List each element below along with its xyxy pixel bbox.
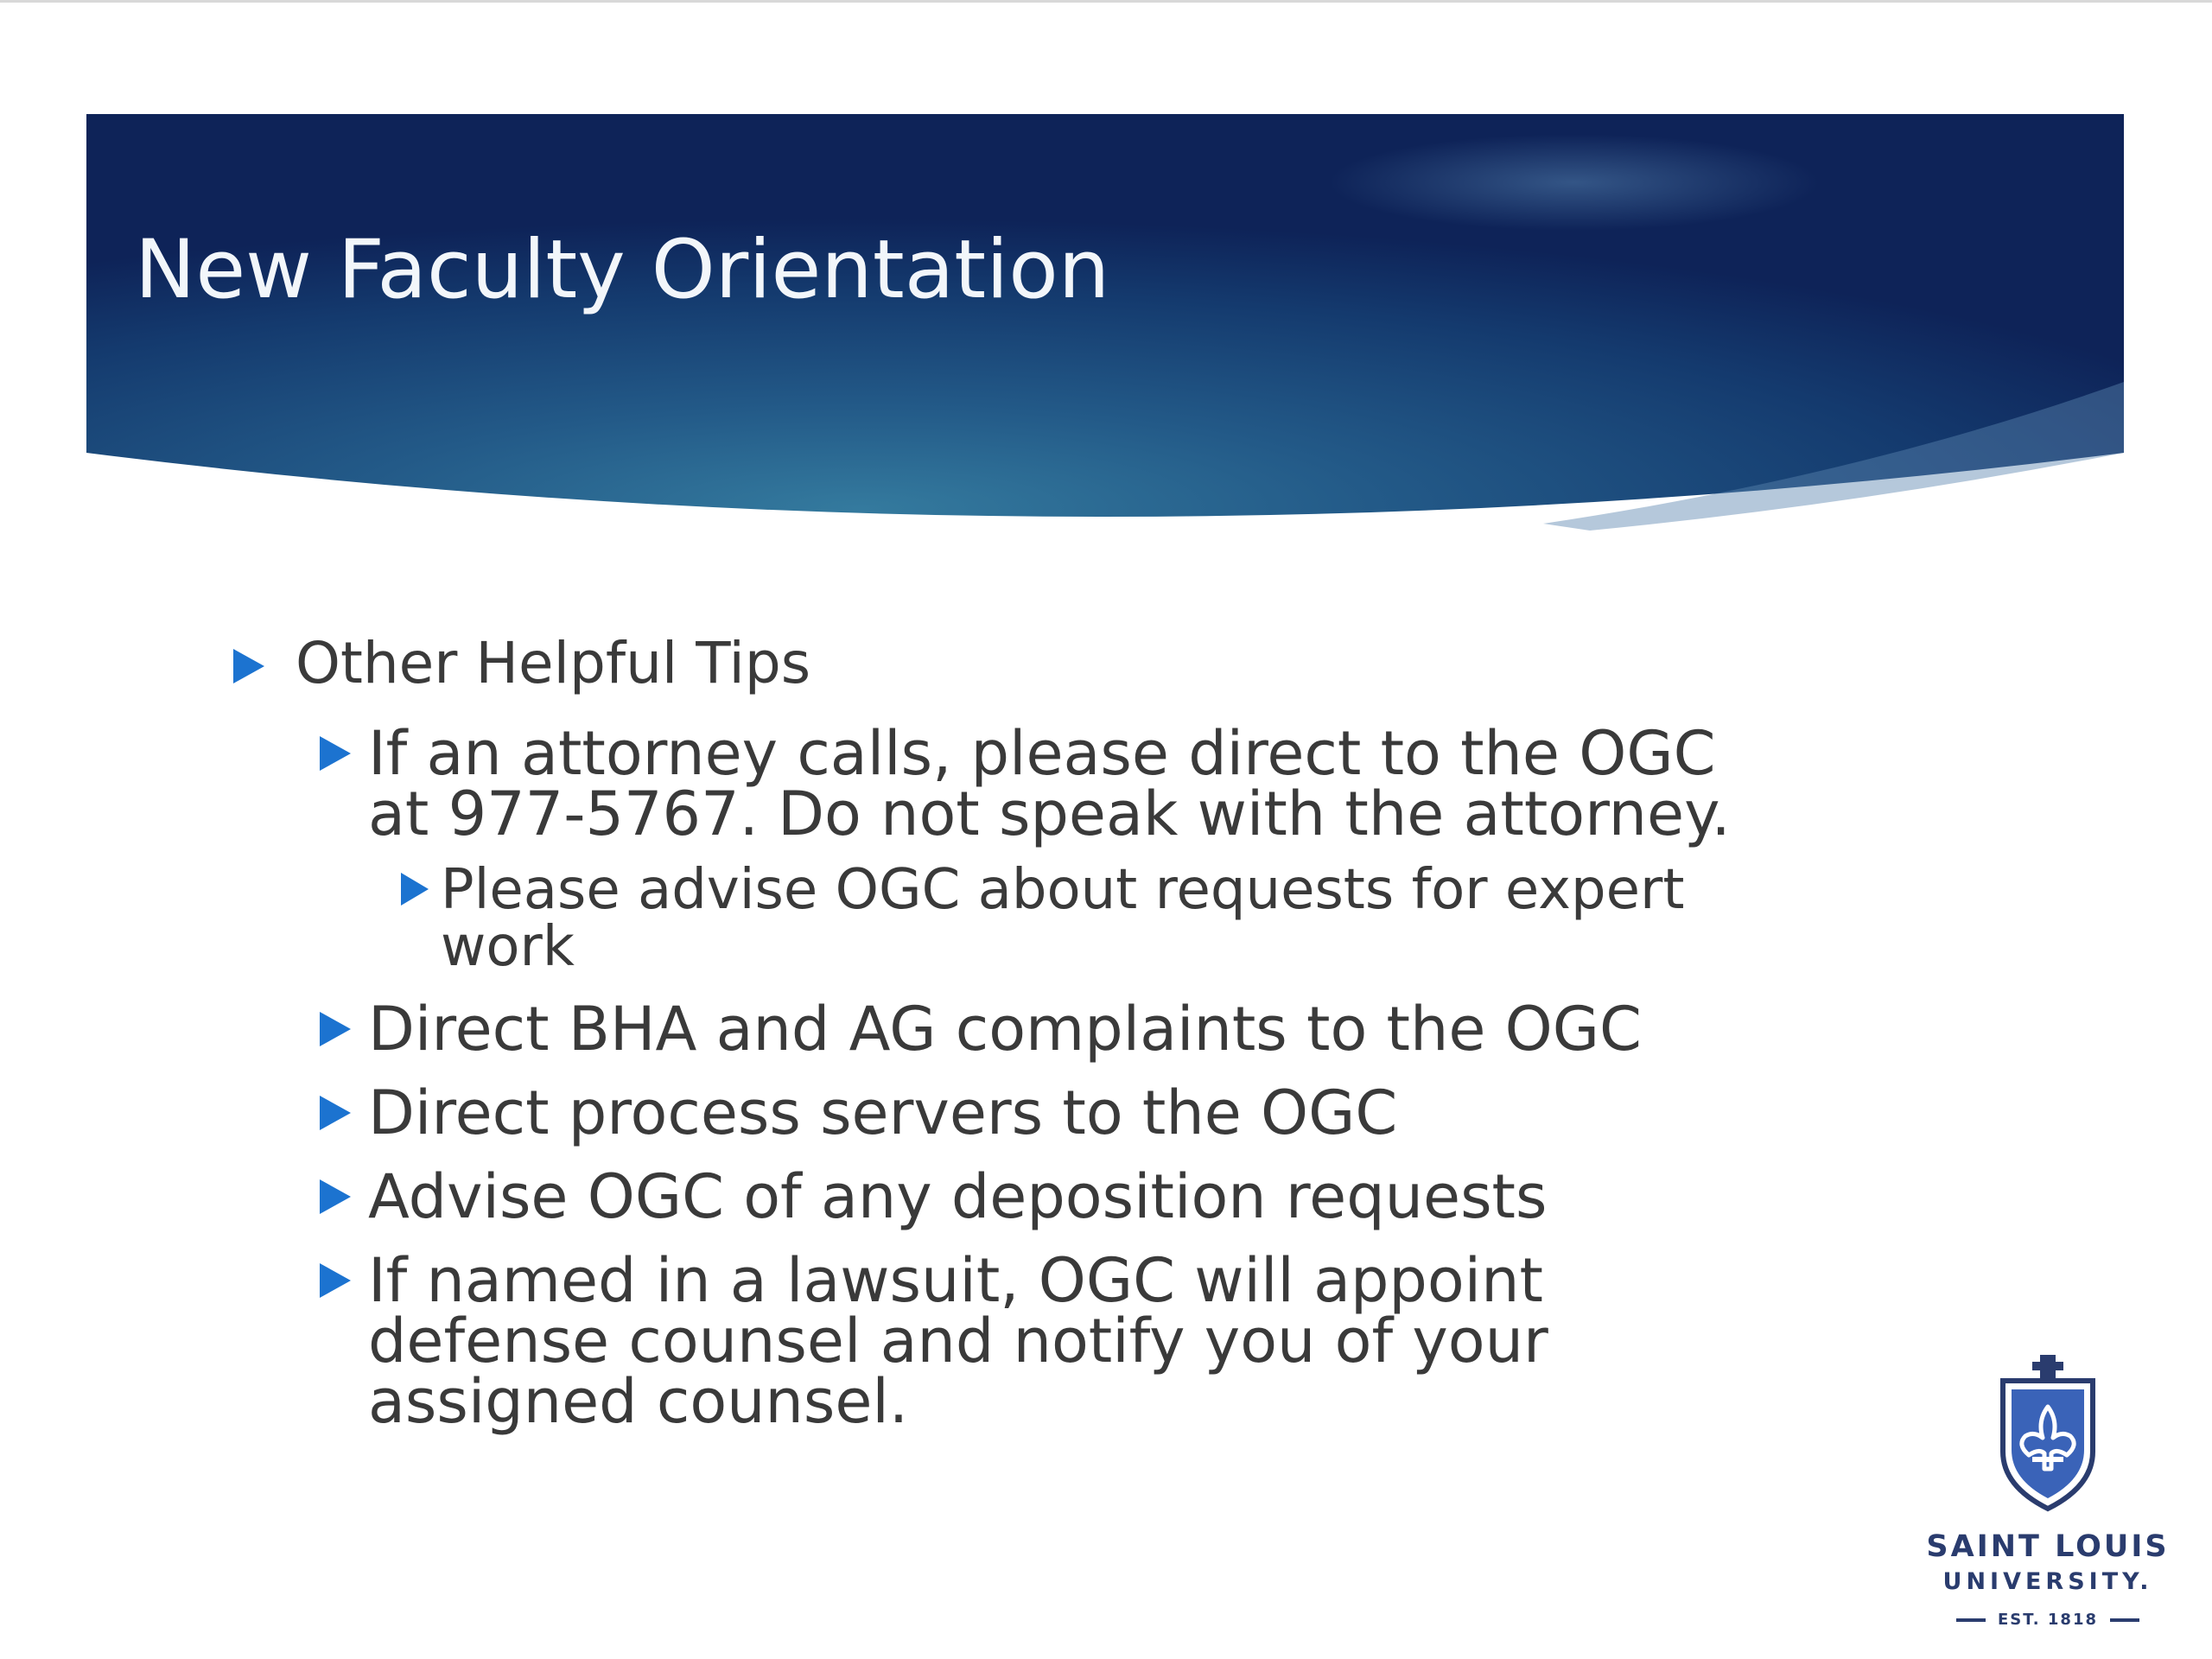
university-logo bbox=[1918, 1348, 2177, 1642]
list-item-line: Direct process servers to the OGC bbox=[368, 1077, 1398, 1148]
logo-name-line1: SAINT LOUIS bbox=[1926, 1529, 2170, 1564]
bullet-arrow-icon bbox=[320, 1012, 351, 1046]
bullet-arrow-icon bbox=[320, 1263, 351, 1298]
dash-icon bbox=[2110, 1618, 2139, 1622]
list-item-line: defense counsel and notify you of your bbox=[368, 1306, 1548, 1376]
sub-list-item-line: work bbox=[441, 915, 575, 979]
list-item-line: If named in a lawsuit, OGC will appoint bbox=[368, 1245, 1543, 1316]
bullet-arrow-icon bbox=[233, 649, 264, 683]
dash-icon bbox=[1956, 1618, 1986, 1622]
list-item-line: If an attorney calls, please direct to the OGC bbox=[368, 718, 1716, 789]
logo-name-line2: UNIVERSITY. bbox=[1942, 1568, 2153, 1595]
list-item-line: at 977-5767. Do not speak with the attorney. bbox=[368, 779, 1731, 849]
sub-list-item-line: Please advise OGC about requests for expert bbox=[441, 858, 1685, 922]
list-item bbox=[320, 1077, 1398, 1148]
fleur-de-lis-shield-icon bbox=[1918, 1348, 2177, 1521]
logo-established-text: EST. 1818 bbox=[1997, 1611, 2098, 1629]
list-item bbox=[320, 994, 1642, 1065]
logo-established bbox=[1918, 1611, 2177, 1629]
bullet-arrow-icon bbox=[320, 1179, 351, 1214]
bullet-arrow-icon bbox=[320, 1096, 351, 1130]
list-item bbox=[320, 1245, 1548, 1437]
heading-bullet bbox=[233, 630, 811, 696]
heading-bullet-text: Other Helpful Tips bbox=[296, 630, 811, 696]
bullet-arrow-icon bbox=[401, 873, 429, 906]
list-item-line: Direct BHA and AG complaints to the OGC bbox=[368, 994, 1642, 1065]
bullet-arrow-icon bbox=[320, 736, 351, 771]
slide-title: New Faculty Orientation bbox=[135, 223, 1110, 317]
list-item bbox=[320, 718, 1731, 849]
list-item-line: Advise OGC of any deposition requests bbox=[368, 1161, 1548, 1232]
list-item bbox=[320, 1161, 1548, 1232]
list-item-line: assigned counsel. bbox=[368, 1366, 909, 1437]
sub-list-item bbox=[401, 858, 1685, 979]
